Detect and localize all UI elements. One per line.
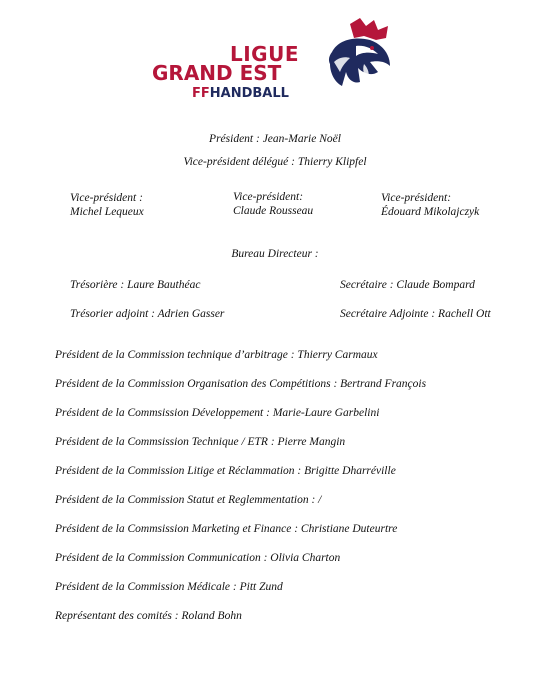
logo-line-ligue: LIGUE — [230, 42, 300, 66]
commission-medicale: Président de la Commission Médicale : Pitt Zund — [55, 581, 283, 593]
commission-developpement: Président de la Commsission Développement : Marie-Laure Garbelini — [55, 407, 380, 419]
vp-3-name: Édouard Mikolajczyk — [381, 206, 480, 218]
vp-1-title: Vice-président : — [70, 192, 143, 204]
league-logo — [152, 18, 402, 108]
tresorier-adjoint-line: Trésorier adjoint : Adrien Gasser — [70, 308, 225, 320]
logo-line-ffhandball — [192, 87, 289, 101]
commission-organisation: Président de la Commission Organisation des Compétitions : Bertrand François — [55, 378, 427, 390]
secretaire-adjointe-line: Secrétaire Adjointe : Rachell Ott — [340, 308, 491, 320]
bureau-directeur-title: Bureau Directeur : — [231, 248, 319, 260]
commission-litige: Président de la Commission Litige et Réclammation : Brigitte Dharréville — [55, 465, 396, 477]
logo-ff: FF — [192, 86, 210, 101]
tresoriere-line: Trésorière : Laure Bauthéac — [70, 279, 201, 291]
vice-president-delegue-line: Vice-président délégué : Thierry Klipfel — [183, 156, 367, 168]
commission-statut: Président de la Commission Statut et Reglemmentation : / — [55, 494, 322, 506]
commission-marketing: Président de la Commsission Marketing et Finance : Christiane Duteurtre — [55, 523, 398, 535]
vp-3-title: Vice-président: — [381, 192, 452, 204]
vp-2-title: Vice-président: — [233, 191, 304, 203]
vp-1-name: Michel Lequeux — [70, 206, 144, 218]
president-line: Président : Jean-Marie Noël — [209, 133, 341, 145]
commission-arbitrage: Président de la Commission technique d’arbitrage : Thierry Carmaux — [55, 349, 378, 361]
logo-line-grand-est: GRAND EST — [152, 61, 282, 85]
commission-technique-etr: Président de la Commsission Technique / ETR : Pierre Mangin — [55, 436, 346, 448]
secretaire-line: Secrétaire : Claude Bompard — [340, 279, 475, 291]
vp-2-name: Claude Rousseau — [233, 205, 314, 217]
rooster-icon — [320, 18, 394, 102]
logo-handball: HANDBALL — [209, 86, 289, 101]
commission-communication: Président de la Commission Communication : Olivia Charton — [55, 552, 341, 564]
representant-comites: Représentant des comités : Roland Bohn — [55, 610, 242, 622]
